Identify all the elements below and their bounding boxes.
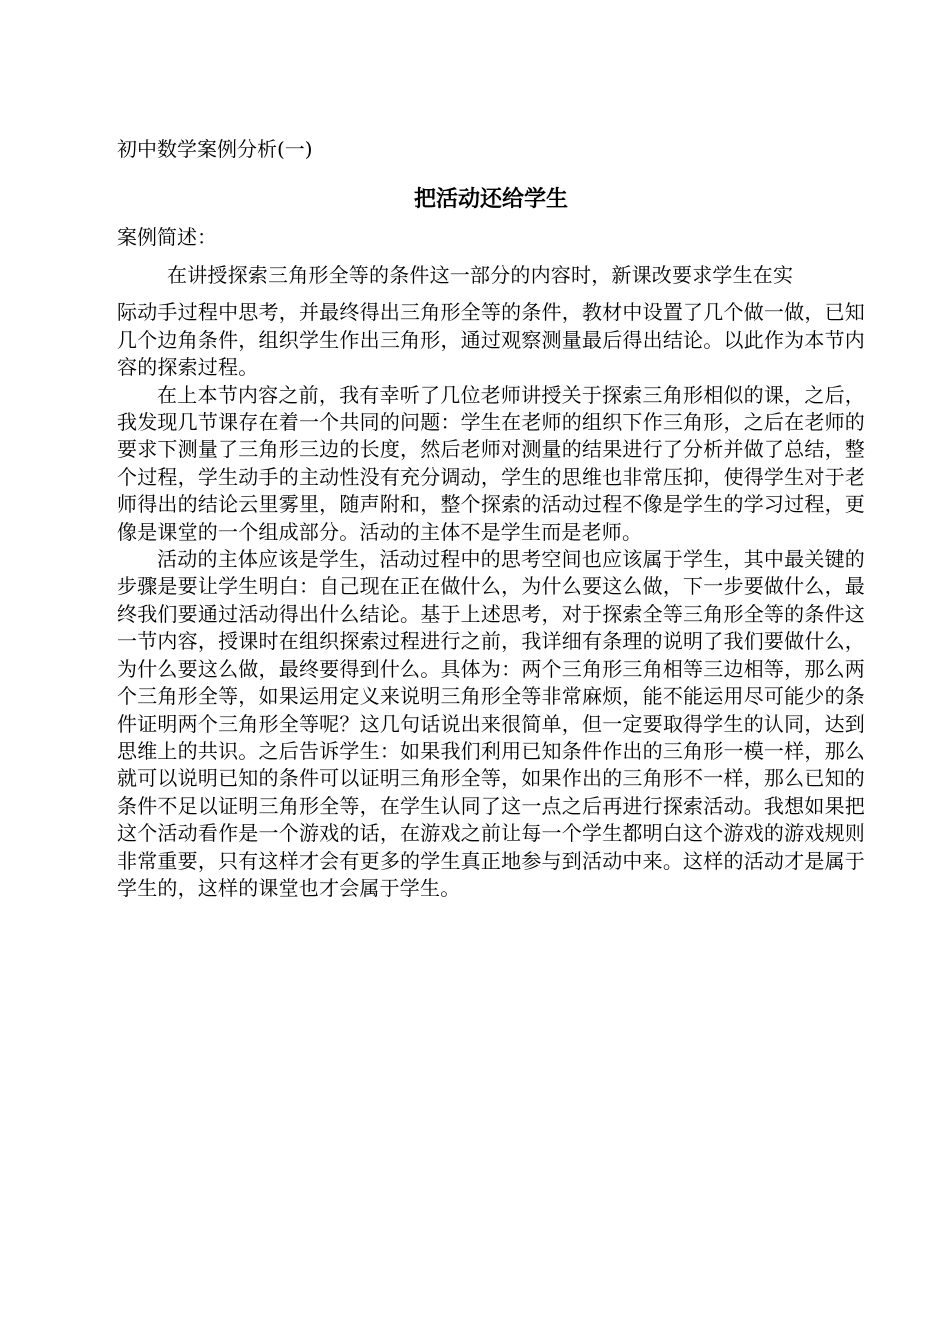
document-title: 把活动还给学生	[413, 186, 568, 212]
paragraph-1	[117, 262, 865, 382]
document-body	[117, 134, 865, 902]
paragraph-2: 在上本节内容之前，我有幸听了几位老师讲授关于探索三角形相似的课，之后，我发现几节课存在着一个共同的问题：学生在老师的组织下作三角形，之后在老师的要求下测量了三角形三边的长度，然后老师对测量的结果进行了分析并做了总结，整个过程，学生动手的主动性没有充分调动，学生的思维也非常压抑，使得学生对于老师得出的结论云里雾里，随声附和，整个探索的活动过程不像是学生的学习过程，更像是课堂的一个组成部分。活动的主体不是学生而是老师。	[117, 382, 865, 544]
paragraph-3: 活动的主体应该是学生，活动过程中的思考空间也应该属于学生，其中最关键的步骤是要让学生明白：自己现在正在做什么，为什么要这么做，下一步要做什么，最终我们要通过活动得出什么结论。基于上述思考，对于探索全等三角形全等的条件这一节内容，授课时在组织探索过程进行之前，我详细有条理的说明了我们要做什么，为什么要这么做，最终要得到什么。具体为：两个三角形三角相等三边相等，那么两个三角形全等，如果运用定义来说明三角形全等非常麻烦，能不能运用尽可能少的条件证明两个三角形全等呢？这几句话说出来很简单，但一定要取得学生的认同，达到思维上的共识。之后告诉学生：如果我们利用已知条件作出的三角形一模一样，那么就可以说明已知的条件可以证明三角形全等，如果作出的三角形不一样，那么已知的条件不足以证明三角形全等，在学生认同了这一点之后再进行探索活动。我想如果把这个活动看作是一个游戏的话，在游戏之前让每一个学生都明白这个游戏的游戏规则非常重要，只有这样才会有更多的学生真正地参与到活动中来。这样的活动才是属于学生的，这样的课堂也才会属于学生。	[117, 547, 865, 900]
section-label: 案例简述：	[117, 225, 217, 249]
series-title: 初中数学案例分析(一)	[117, 137, 313, 161]
paragraph-1-first-line: 在讲授探索三角形全等的条件这一部分的内容时，新课改要求学生在实	[167, 263, 794, 287]
paragraph-1-rest: 际动手过程中思考，并最终得出三角形全等的条件，教材中设置了几个做一做，已知几个边角条件，组织学生作出三角形，通过观察测量最后得出结论。以此作为本节内容的探索过程。	[117, 300, 865, 380]
